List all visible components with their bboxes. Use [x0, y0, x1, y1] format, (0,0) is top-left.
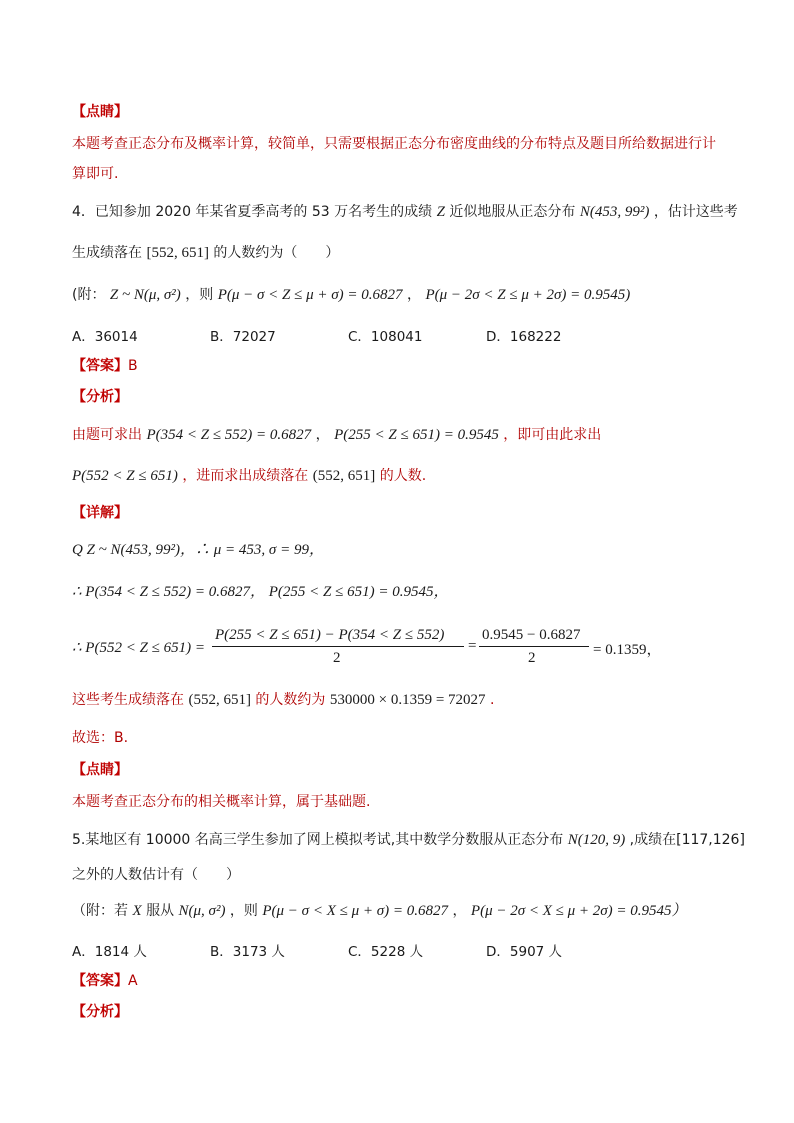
q5-note-a: （附：若 [72, 903, 128, 919]
q5-answer-heading: 【答案】 [72, 973, 128, 989]
q4-detail3-rhs: = 0.1359， [593, 642, 662, 658]
q5-option-a: A．1814 人 [72, 944, 147, 960]
q5-note-c: ，则 [229, 903, 258, 919]
q4-option-d: D．168222 [486, 329, 562, 345]
q4-analysis1-a: 由题可求出 [72, 427, 142, 443]
q4-detail4-math2: 530000 × 0.1359 = 72027 [329, 692, 486, 708]
q4-analysis2-math2: (552, 651] [312, 468, 376, 484]
q5-option-d: D．5907 人 [486, 944, 563, 960]
q4-stem-text-c: ，估计这些考 [653, 204, 738, 220]
q4-stem-normal-dist: N(453, 99²) [579, 204, 650, 220]
q4-detail3-den2: 2 [528, 650, 536, 666]
q4-detail4-a: 这些考生成绩落在 [72, 692, 184, 708]
q4-stem-text-b: 近似地服从正态分布 [449, 204, 576, 220]
q4-stem2-text-b: 的人数约为（ ） [213, 245, 340, 261]
q4-stem2-text-a: 生成绩落在 [72, 245, 142, 261]
q5-note-d: ， [452, 903, 467, 919]
q4-detail-line4 [72, 691, 494, 709]
q4-note-b: ，则 [185, 287, 214, 303]
q4-answer-value: B [128, 358, 138, 374]
q4-detail3-fraction-bar2 [479, 646, 589, 647]
heading-dianjing-2: 【点睛】 [72, 762, 128, 778]
q4-note-c: ， [407, 287, 421, 303]
q5-analysis-heading: 【分析】 [72, 1004, 128, 1020]
q5-answer-value: A [128, 973, 138, 989]
q4-analysis1-b: ， [315, 427, 330, 443]
q5-note-math2: P(μ − σ < X ≤ μ + σ) = 0.6827 [262, 903, 448, 919]
q5-stem-text-b: ,成绩在[117,126] [629, 832, 745, 848]
heading-dianjing: 【点睛】 [72, 104, 128, 120]
q4-analysis2-math: P(552 < Z ≤ 651) [72, 468, 178, 484]
q5-option-c: C．5228 人 [348, 944, 424, 960]
q4-detail-line2: ∴ P(354 < Z ≤ 552) = 0.6827， P(255 < Z ≤ 651) = 0.9545， [72, 584, 449, 600]
q4-answer-line [72, 357, 138, 375]
q4-detail-heading: 【详解】 [72, 505, 128, 521]
q4-note-a: (附： [72, 287, 106, 303]
q4-stem2-interval: [552, 651] [146, 245, 209, 261]
q4-detail3-den1: 2 [333, 650, 341, 666]
dianjing-text-line2: 算即可. [72, 166, 119, 182]
q5-note [72, 902, 687, 920]
q5-answer-line [72, 972, 138, 990]
q4-stem-var-z: Z [436, 204, 445, 220]
q4-analysis-line1 [72, 426, 601, 444]
q4-option-a: A．36014 [72, 329, 138, 345]
q4-detail3-num2: 0.9545 − 0.6827 [482, 627, 581, 643]
q4-detail3-eq: = [468, 638, 477, 654]
q4-note-math3: P(μ − 2σ < Z ≤ μ + 2σ) = 0.9545) [425, 287, 631, 303]
q5-stem-text-a: 5.某地区有 10000 名高三学生参加了网上模拟考试,其中数学分数服从正态分布 [72, 832, 564, 848]
q4-note-math1: Z ~ N(μ, σ²) [109, 287, 181, 303]
q4-analysis2-b: ，进而求出成绩落在 [182, 468, 309, 484]
q4-detail4-b: 的人数约为 [255, 692, 326, 708]
q4-analysis1-math2: P(255 < Z ≤ 651) = 0.9545 [334, 427, 499, 443]
q4-detail3-fraction-bar1 [212, 646, 464, 647]
q4-choose: 故选：B. [72, 730, 129, 746]
q4-analysis1-math1: P(354 < Z ≤ 552) = 0.6827 [146, 427, 312, 443]
q4-detail4-math1: (552, 651] [188, 692, 251, 708]
q4-analysis1-c: ，即可由此求出 [503, 427, 602, 443]
q4-stem-line2 [72, 244, 339, 262]
q5-option-b: B．3173 人 [210, 944, 285, 960]
q4-stem-text-a: 4．已知参加 2020 年某省夏季高考的 53 万名考生的成绩 [72, 204, 433, 220]
q5-stem-line2: 之外的人数估计有（ ） [72, 867, 240, 883]
q4-option-b: B．72027 [210, 329, 276, 345]
q4-analysis-line2 [72, 467, 426, 485]
q5-note-math3: P(μ − 2σ < X ≤ μ + 2σ) = 0.9545） [470, 903, 687, 919]
q4-analysis-heading: 【分析】 [72, 389, 128, 405]
q4-analysis2-c: 的人数. [379, 468, 427, 484]
q4-note-math2: P(μ − σ < Z ≤ μ + σ) = 0.6827 [217, 287, 403, 303]
q4-detail-line1: Q Z ~ N(453, 99²)，∴ μ = 453, σ = 99， [72, 542, 324, 558]
q5-note-b: 服从 [146, 903, 175, 919]
q4-stem-line1 [72, 203, 738, 221]
dianjing-text-line1: 本题考查正态分布及概率计算，较简单，只需要根据正态分布密度曲线的分布特点及题目所给数据进行计 [72, 136, 716, 152]
q4-detail3-num1: P(255 < Z ≤ 651) − P(354 < Z ≤ 552) [215, 627, 445, 643]
q4-detail3-lhs: ∴ P(552 < Z ≤ 651) = [72, 640, 206, 656]
dianjing2-text: 本题考查正态分布的相关概率计算，属于基础题. [72, 794, 371, 810]
q4-option-c: C．108041 [348, 329, 423, 345]
q5-note-var-x: X [132, 903, 142, 919]
q4-detail4-c: . [489, 692, 495, 708]
q4-answer-heading: 【答案】 [72, 358, 128, 374]
q5-stem-normal-dist: N(120, 9) [567, 832, 626, 848]
q5-note-math1: N(μ, σ²) [178, 903, 226, 919]
q4-note [72, 286, 630, 304]
q5-stem-line1 [72, 831, 745, 849]
